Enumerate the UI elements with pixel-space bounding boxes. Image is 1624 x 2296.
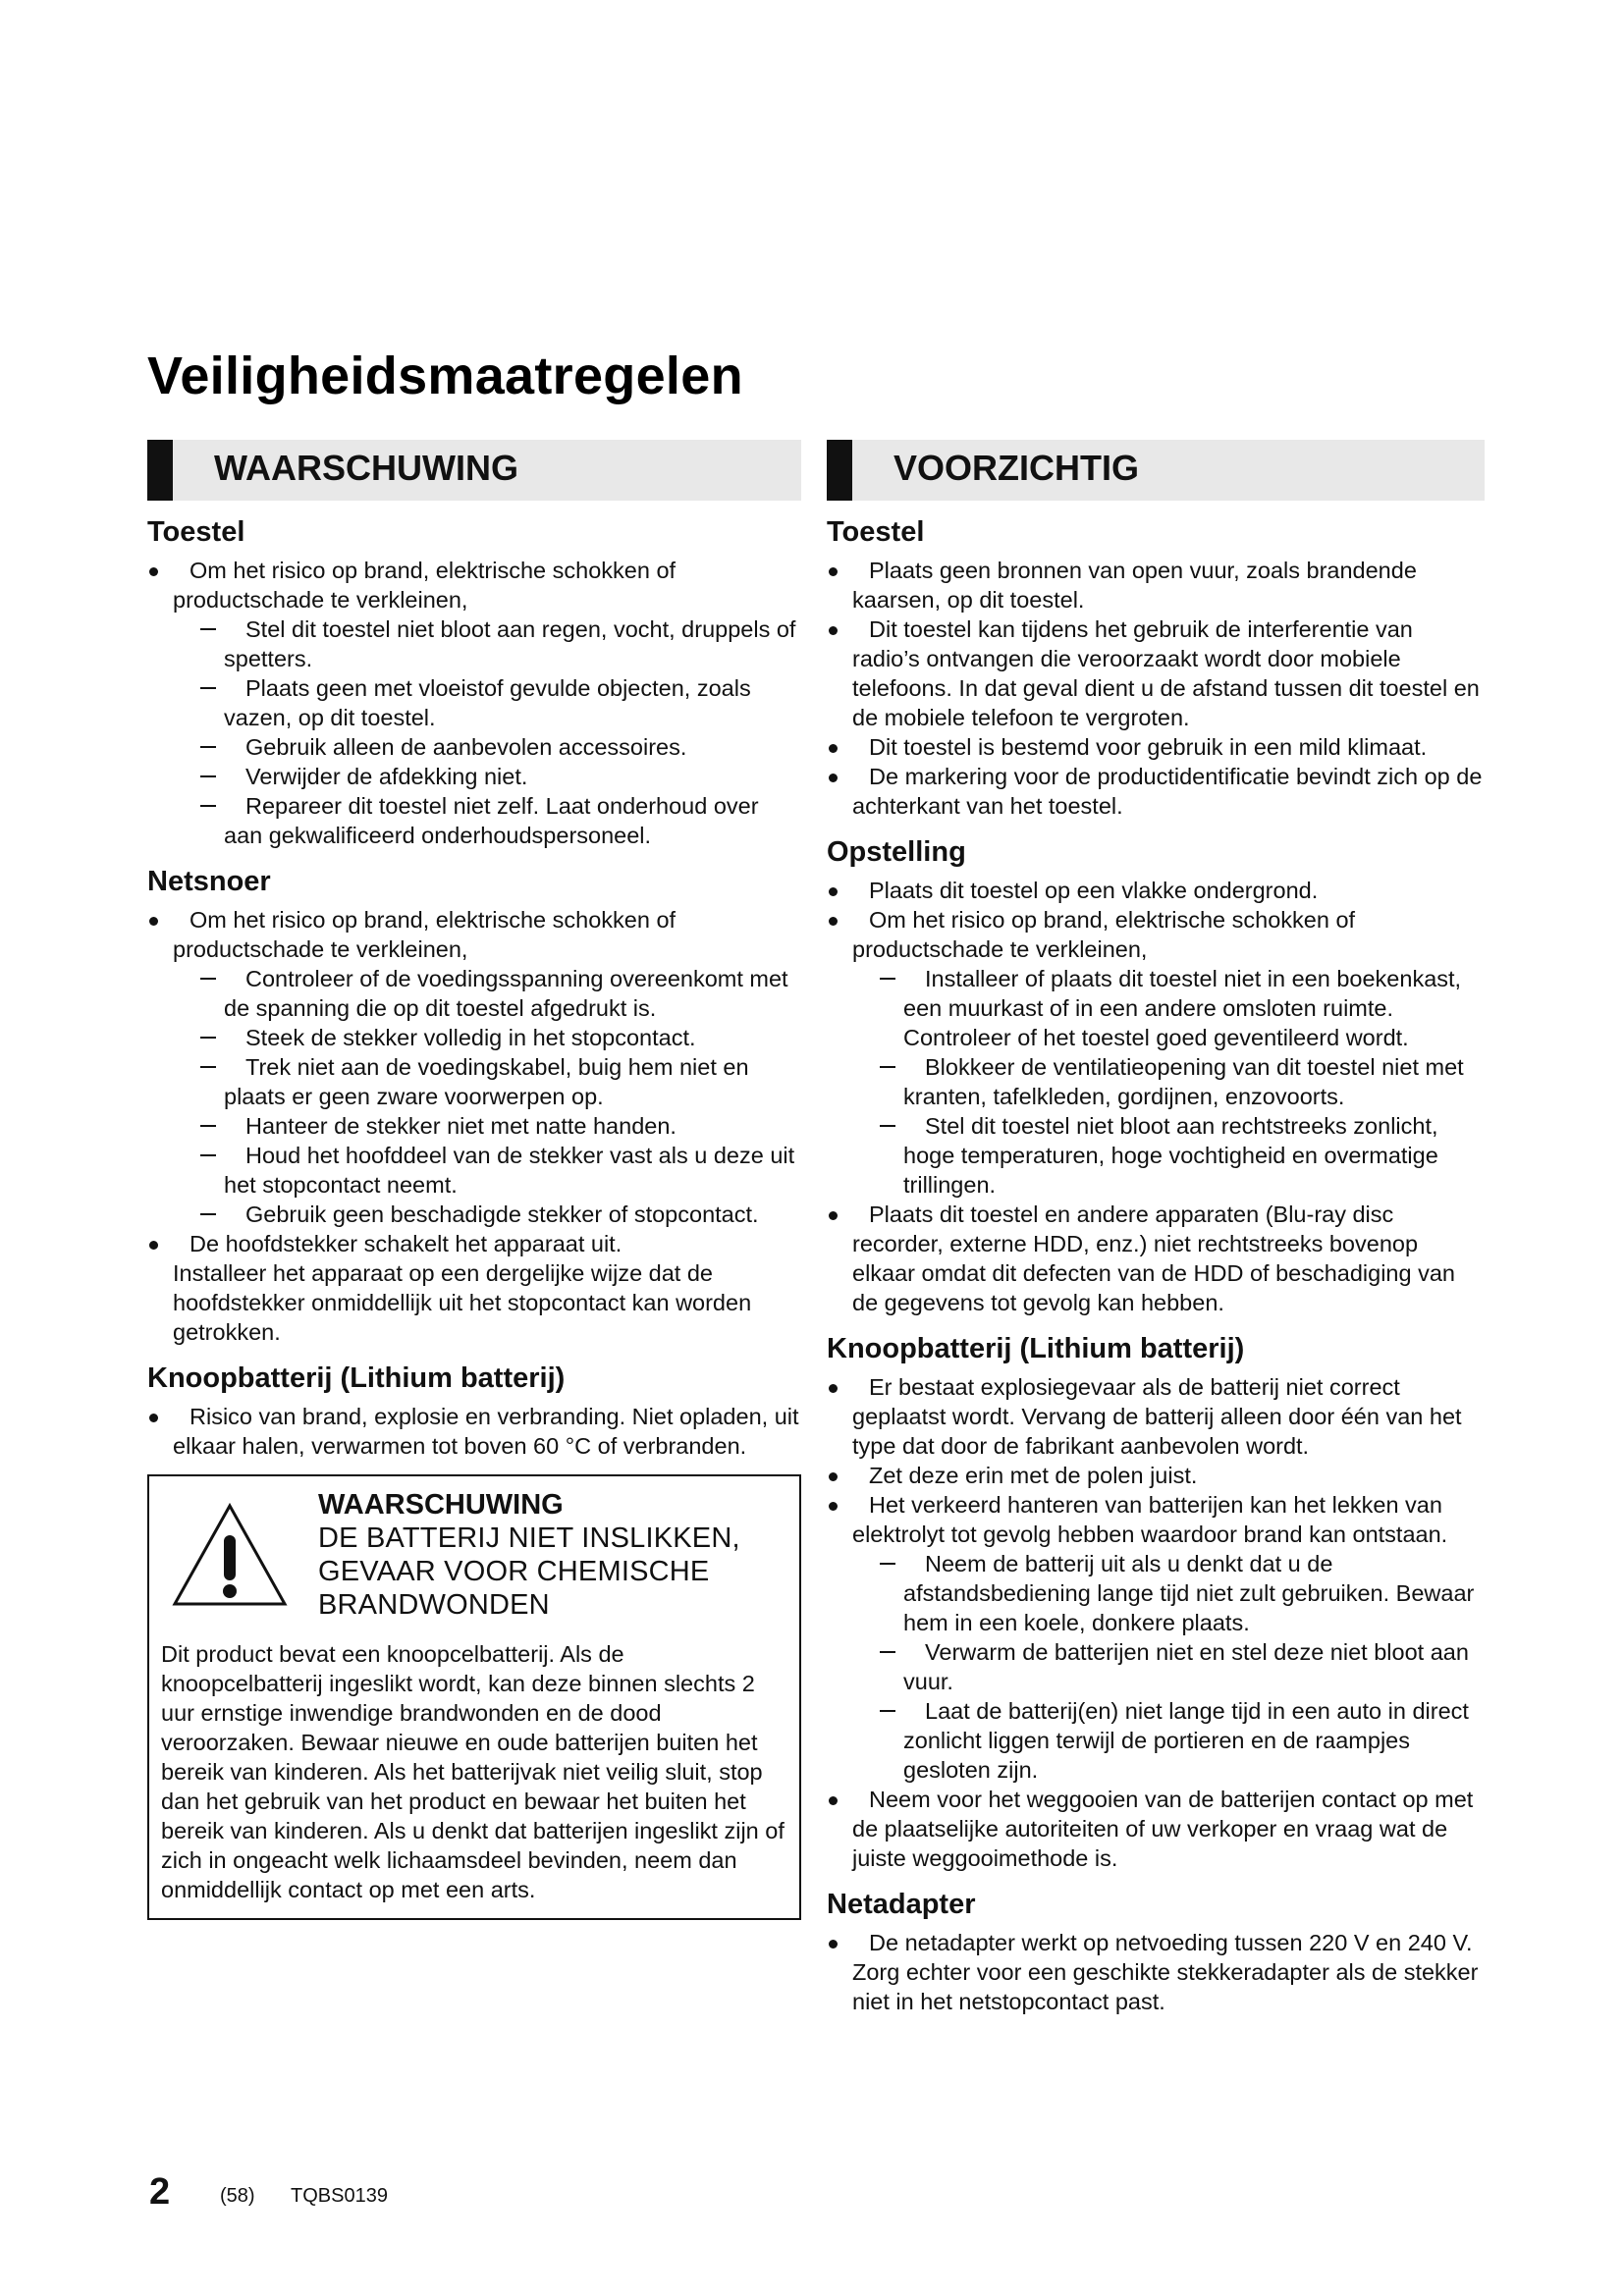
- dash-item: [173, 732, 801, 762]
- dash-item: [173, 1111, 801, 1141]
- bullet-list: [827, 1372, 1485, 1873]
- bullet-dot-icon: [829, 567, 838, 576]
- dash-text: Blokkeer de ventilatieopening van dit toestel niet met kranten, tafelkleden, gordijnen, enzovoorts.: [903, 1054, 1464, 1109]
- dash-item: [852, 1637, 1485, 1696]
- dash-marker-icon: [200, 805, 216, 807]
- bullet-item: [827, 1200, 1485, 1317]
- warning-header: [161, 1488, 787, 1635]
- bullet-dot-icon: [829, 626, 838, 635]
- bullet-dot-icon: [149, 567, 158, 576]
- bullet-item: [827, 732, 1485, 762]
- battery-warning-box: [147, 1474, 801, 1920]
- bullet-item: [827, 1490, 1485, 1785]
- dash-marker-icon: [880, 1563, 895, 1565]
- bullet-list: [827, 876, 1485, 1317]
- bullet-dot-icon: [829, 1472, 838, 1481]
- bullet-text: De hoofdstekker schakelt het apparaat uit.: [189, 1231, 623, 1256]
- dash-marker-icon: [200, 687, 216, 689]
- bullet-dot-icon: [149, 917, 158, 926]
- bullet-dot-icon: [829, 1796, 838, 1805]
- bullet-text: De markering voor de productidentificatie bevindt zich op de achterkant van het toestel.: [852, 764, 1483, 819]
- dash-text: Steek de stekker volledig in het stopcontact.: [245, 1025, 696, 1050]
- bullet-text: Plaats dit toestel op een vlakke ondergrond.: [869, 878, 1319, 903]
- dash-item: [852, 1696, 1485, 1785]
- bullet-item: [827, 1461, 1485, 1490]
- bullet-list: [827, 1928, 1485, 2016]
- section-paragraph: Installeer het apparaat op een dergelijke wijze dat de hoofdstekker onmiddellijk uit het stopcontact kan worden getrokken.: [173, 1260, 752, 1345]
- bullet-text: Neem voor het weggooien van de batterijen contact op met de plaatselijke autoriteiten of uw verkoper en vraag wat de juiste weggooimethode is.: [852, 1787, 1474, 1871]
- bullet-item: [827, 1785, 1485, 1873]
- section-heading: Toestel: [147, 516, 245, 548]
- dash-item: [852, 1052, 1485, 1111]
- section-heading: Knoopbatterij (Lithium batterij): [827, 1333, 1245, 1364]
- bullet-list: [827, 556, 1485, 821]
- bullet-dot-icon: [829, 774, 838, 782]
- bullet-item: [147, 1229, 801, 1258]
- bullet-dot-icon: [829, 887, 838, 896]
- right-column: [827, 440, 1485, 2016]
- warning-subtitle: DE BATTERIJ NIET INSLIKKEN, GEVAAR VOOR CHEMISCHE BRANDWONDEN: [318, 1522, 740, 1621]
- dash-marker-icon: [200, 1154, 216, 1156]
- bullet-text: Risico van brand, explosie en verbranding. Niet opladen, uit elkaar halen, verwarmen tot boven 60 °C of verbranden.: [173, 1404, 799, 1459]
- dash-item: [173, 1141, 801, 1200]
- warning-triangle-icon: [171, 1502, 289, 1610]
- dash-marker-icon: [200, 1125, 216, 1127]
- bullet-text: De netadapter werkt op netvoeding tussen 220 V en 240 V. Zorg echter voor een geschikte stekkeradapter als de stekker niet in het netstopcontact past.: [852, 1930, 1479, 2014]
- section-heading: Netsnoer: [147, 866, 271, 897]
- section-heading: Netadapter: [827, 1889, 976, 1920]
- left-sections: [147, 514, 801, 1461]
- dash-marker-icon: [200, 1066, 216, 1068]
- dash-text: Stel dit toestel niet bloot aan regen, vocht, druppels of spetters.: [224, 616, 796, 671]
- dash-marker-icon: [880, 978, 895, 980]
- bullet-text: Er bestaat explosiegevaar als de batterij niet correct geplaatst wordt. Vervang de batterij alleen door één van het type dat door de fabrikant aanbevolen wordt.: [852, 1374, 1462, 1459]
- dash-marker-icon: [200, 746, 216, 748]
- bullet-item: [827, 905, 1485, 1200]
- dash-text: Gebruik alleen de aanbevolen accessoires.: [245, 734, 687, 760]
- dash-list: [173, 964, 801, 1229]
- right-sections: [827, 514, 1485, 2016]
- dash-marker-icon: [200, 628, 216, 630]
- dash-item: [173, 673, 801, 732]
- dash-text: Laat de batterij(en) niet lange tijd in een auto in direct zonlicht liggen terwijl de portieren en de raampjes gesloten zijn.: [903, 1698, 1469, 1783]
- bullet-text: Dit toestel kan tijdens het gebruik de interferentie van radio’s ontvangen die veroorzaakt wordt door mobiele telefoons. In dat geval dient u de afstand tussen dit toestel en de mobiele telefoon te vergroten.: [852, 616, 1480, 730]
- bullet-item: [827, 762, 1485, 821]
- dash-text: Verwijder de afdekking niet.: [245, 764, 528, 789]
- dash-text: Plaats geen met vloeistof gevulde objecten, zoals vazen, op dit toestel.: [224, 675, 751, 730]
- dash-marker-icon: [880, 1651, 895, 1653]
- bullet-item: [827, 876, 1485, 905]
- dash-marker-icon: [880, 1066, 895, 1068]
- dash-text: Repareer dit toestel niet zelf. Laat onderhoud over aan gekwalificeerd onderhoudspersoneel.: [224, 793, 759, 848]
- dash-text: Houd het hoofddeel van de stekker vast als u deze uit het stopcontact neemt.: [224, 1143, 795, 1198]
- section-heading: Knoopbatterij (Lithium batterij): [147, 1362, 566, 1394]
- banner-label: VOORZICHTIG: [893, 448, 1139, 488]
- dash-item: [852, 964, 1485, 1052]
- bullet-dot-icon: [829, 744, 838, 753]
- dash-item: [852, 1549, 1485, 1637]
- page-reference: (58): [220, 2185, 255, 2207]
- dash-marker-icon: [200, 1213, 216, 1215]
- bullet-dot-icon: [149, 1414, 158, 1422]
- bullet-item: [827, 1928, 1485, 2016]
- left-column: [147, 440, 801, 1920]
- dash-item: [173, 1023, 801, 1052]
- bullet-item: [147, 1402, 801, 1461]
- bullet-text: Plaats geen bronnen van open vuur, zoals brandende kaarsen, op dit toestel.: [852, 558, 1417, 613]
- bullet-text: Zet deze erin met de polen juist.: [869, 1463, 1198, 1488]
- bullet-text: Dit toestel is bestemd voor gebruik in een mild klimaat.: [869, 734, 1428, 760]
- warning-title: WAARSCHUWING: [318, 1489, 564, 1521]
- section-heading: Toestel: [827, 516, 925, 548]
- banner-bar: [827, 440, 852, 501]
- bullet-text: Plaats dit toestel en andere apparaten (Blu-ray disc recorder, externe HDD, enz.) niet rechtstreeks bovenop elkaar omdat dit defecten van de HDD of beschadiging van de gegevens tot gevolg kan hebben.: [852, 1201, 1455, 1315]
- bullet-list: [147, 905, 801, 1258]
- dash-list: [852, 1549, 1485, 1785]
- dash-list: [173, 614, 801, 850]
- bullet-text: Om het risico op brand, elektrische schokken of productschade te verkleinen,: [852, 907, 1356, 962]
- bullet-item: [147, 905, 801, 1229]
- caution-banner: [827, 440, 1485, 501]
- bullet-item: [827, 556, 1485, 614]
- dash-text: Verwarm de batterijen niet en stel deze niet bloot aan vuur.: [903, 1639, 1469, 1694]
- dash-marker-icon: [200, 978, 216, 980]
- dash-text: Controleer of de voedingsspanning overeenkomt met de spanning die op dit toestel afgedrukt is.: [224, 966, 788, 1021]
- bullet-item: [827, 614, 1485, 732]
- page-title: Veiligheidsmaatregelen: [147, 347, 743, 405]
- dash-text: Neem de batterij uit als u denkt dat u de afstandsbediening lange tijd niet zult gebruiken. Bewaar hem in een koele, donkere plaats.: [903, 1551, 1475, 1635]
- dash-item: [173, 1200, 801, 1229]
- section-heading: Opstelling: [827, 836, 966, 868]
- dash-item: [173, 1052, 801, 1111]
- banner-bar: [147, 440, 173, 501]
- warning-banner: [147, 440, 801, 501]
- bullet-dot-icon: [149, 1241, 158, 1250]
- dash-marker-icon: [880, 1710, 895, 1712]
- dash-marker-icon: [880, 1125, 895, 1127]
- dash-text: Installeer of plaats dit toestel niet in een boekenkast, een muurkast of in een andere omsloten ruimte. Controleer of het toestel goed geventileerd wordt.: [903, 966, 1462, 1050]
- bullet-list: [147, 1402, 801, 1461]
- document-code: TQBS0139: [291, 2185, 388, 2207]
- dash-item: [173, 762, 801, 791]
- warning-body: Dit product bevat een knoopcelbatterij. Als de knoopcelbatterij ingeslikt wordt, kan deze binnen slechts 2 uur ernstige inwendige brandwonden en de dood veroorzaken. Bewaar nieuwe en oude batterijen buiten het bereik van kinderen. Als het batterijvak niet veilig sluit, stop dan het gebruik van het product en bewaar het buiten het bereik van kinderen. Als u denkt dat batterijen ingeslikt zijn of zich in ongeacht welk lichaamsdeel bevinden, neem dan onmiddellijk contact op met een arts.: [161, 1641, 785, 1902]
- dash-marker-icon: [200, 775, 216, 777]
- bullet-list: [147, 556, 801, 850]
- bullet-dot-icon: [829, 1211, 838, 1220]
- dash-text: Trek niet aan de voedingskabel, buig hem niet en plaats er geen zware voorwerpen op.: [224, 1054, 749, 1109]
- bullet-text: Om het risico op brand, elektrische schokken of productschade te verkleinen,: [173, 907, 677, 962]
- bullet-dot-icon: [829, 1502, 838, 1511]
- dash-text: Gebruik geen beschadigde stekker of stopcontact.: [245, 1201, 759, 1227]
- dash-marker-icon: [200, 1037, 216, 1039]
- dash-text: Stel dit toestel niet bloot aan rechtstreeks zonlicht, hoge temperaturen, hoge vochtigheid en overmatige trillingen.: [903, 1113, 1438, 1198]
- dash-item: [852, 1111, 1485, 1200]
- bullet-text: Om het risico op brand, elektrische schokken of productschade te verkleinen,: [173, 558, 677, 613]
- bullet-text: Het verkeerd hanteren van batterijen kan het lekken van elektrolyt tot gevolg hebben waardoor brand kan ontstaan.: [852, 1492, 1448, 1547]
- bullet-dot-icon: [829, 917, 838, 926]
- bullet-item: [147, 556, 801, 850]
- bullet-dot-icon: [829, 1384, 838, 1393]
- bullet-item: [827, 1372, 1485, 1461]
- dash-item: [173, 964, 801, 1023]
- dash-item: [173, 791, 801, 850]
- dash-text: Hanteer de stekker niet met natte handen.: [245, 1113, 677, 1139]
- page-number: 2: [149, 2171, 171, 2213]
- bullet-dot-icon: [829, 1940, 838, 1949]
- dash-list: [852, 964, 1485, 1200]
- dash-item: [173, 614, 801, 673]
- banner-label: WAARSCHUWING: [214, 448, 518, 488]
